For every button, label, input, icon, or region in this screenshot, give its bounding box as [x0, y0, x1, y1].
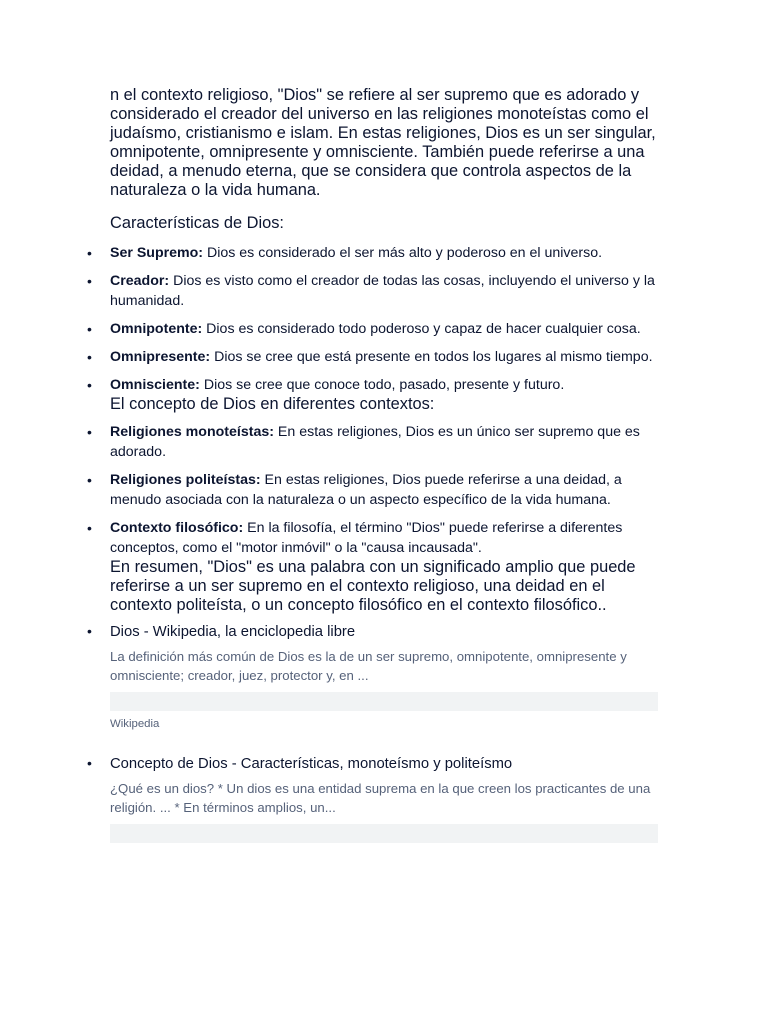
list-item	[87, 243, 658, 263]
contexts-list	[87, 422, 658, 558]
result-title-link[interactable]: Dios - Wikipedia, la enciclopedia libre	[110, 624, 356, 640]
list-item	[87, 422, 658, 462]
list-item	[87, 271, 658, 311]
list-item	[87, 319, 658, 339]
item-term: Ser Supremo:	[110, 245, 204, 261]
list-item	[87, 518, 658, 558]
item-term: Omnipotente:	[110, 321, 203, 337]
item-text: Dios es visto como el creador de todas las cosas, incluyendo el universo y la humanidad.	[110, 273, 655, 309]
item-text: Dios es considerado todo poderoso y capaz de hacer cualquier cosa.	[202, 321, 641, 337]
list-item	[87, 470, 658, 510]
bullet-dot-icon: •	[87, 520, 92, 536]
intro-paragraph: n el contexto religioso, "Dios" se refiere al ser supremo que es adorado y considerado el creador del universo en las religiones monoteístas como el judaísmo, cristianismo e islam. En estas religiones, Dios es un ser singular, omnipotente, omnipresente y omnisciente. También puede referirse a una deidad, a menudo eterna, que se considera que controla aspectos de la naturaleza o la vida humana.	[110, 86, 656, 199]
item-term: Omnisciente:	[110, 377, 200, 393]
bullet-dot-icon: •	[87, 273, 92, 289]
list-item	[87, 347, 658, 367]
result-snippet: ¿Qué es un dios? * Un dios es una entidad suprema en la que creen los practicantes de una religión. ... * En términos amplios, un...	[110, 781, 651, 815]
result-snippet: La definición más común de Dios es la de un ser supremo, omnipotente, omnipresente y omnisciente; creador, juez, protector y, en ...	[110, 649, 627, 683]
bullet-dot-icon: •	[87, 349, 92, 365]
summary-paragraph: En resumen, "Dios" es una palabra con un significado amplio que puede referirse a un ser supremo en el contexto religioso, una deidad en el contexto politeísta, o un concepto filosófico en el contexto filosófico..	[110, 558, 636, 614]
bullet-dot-icon: •	[87, 424, 92, 440]
search-result-concepto	[87, 755, 658, 843]
item-term: Omnipresente:	[110, 349, 211, 365]
result-title-link[interactable]: Concepto de Dios - Características, monoteísmo y politeísmo	[110, 756, 513, 772]
bullet-dot-icon: •	[87, 377, 92, 393]
bullet-dot-icon: •	[87, 245, 92, 261]
item-text: Dios es considerado el ser más alto y poderoso en el universo.	[203, 245, 603, 261]
result-placeholder-bar	[110, 824, 658, 843]
document-page	[87, 86, 658, 843]
item-text: En la filosofía, el término "Dios" puede referirse a diferentes conceptos, como el "motor inmóvil" o la "causa incausada".	[110, 520, 623, 556]
result-placeholder-bar	[110, 692, 658, 711]
bullet-dot-icon: •	[87, 321, 92, 337]
bullet-dot-icon: •	[87, 472, 92, 488]
result-source: Wikipedia	[110, 718, 160, 730]
characteristics-list	[87, 243, 658, 395]
item-term: Contexto filosófico:	[110, 520, 244, 536]
search-result-wikipedia	[87, 623, 658, 731]
bullet-dot-icon: •	[87, 623, 92, 639]
list-item	[87, 375, 658, 395]
contexts-heading: El concepto de Dios en diferentes contextos:	[110, 395, 435, 413]
characteristics-heading: Características de Dios:	[110, 214, 284, 232]
item-term: Religiones monoteístas:	[110, 424, 274, 440]
item-text: Dios se cree que conoce todo, pasado, presente y futuro.	[199, 377, 565, 393]
bullet-dot-icon: •	[87, 755, 92, 771]
item-text: Dios se cree que está presente en todos los lugares al mismo tiempo.	[210, 349, 653, 365]
item-text: En estas religiones, Dios es un único ser supremo que es adorado.	[110, 424, 640, 460]
item-term: Creador:	[110, 273, 170, 289]
item-text: En estas religiones, Dios puede referirse a una deidad, a menudo asociada con la naturaleza o un aspecto específico de la vida humana.	[110, 472, 622, 508]
item-term: Religiones politeístas:	[110, 472, 261, 488]
